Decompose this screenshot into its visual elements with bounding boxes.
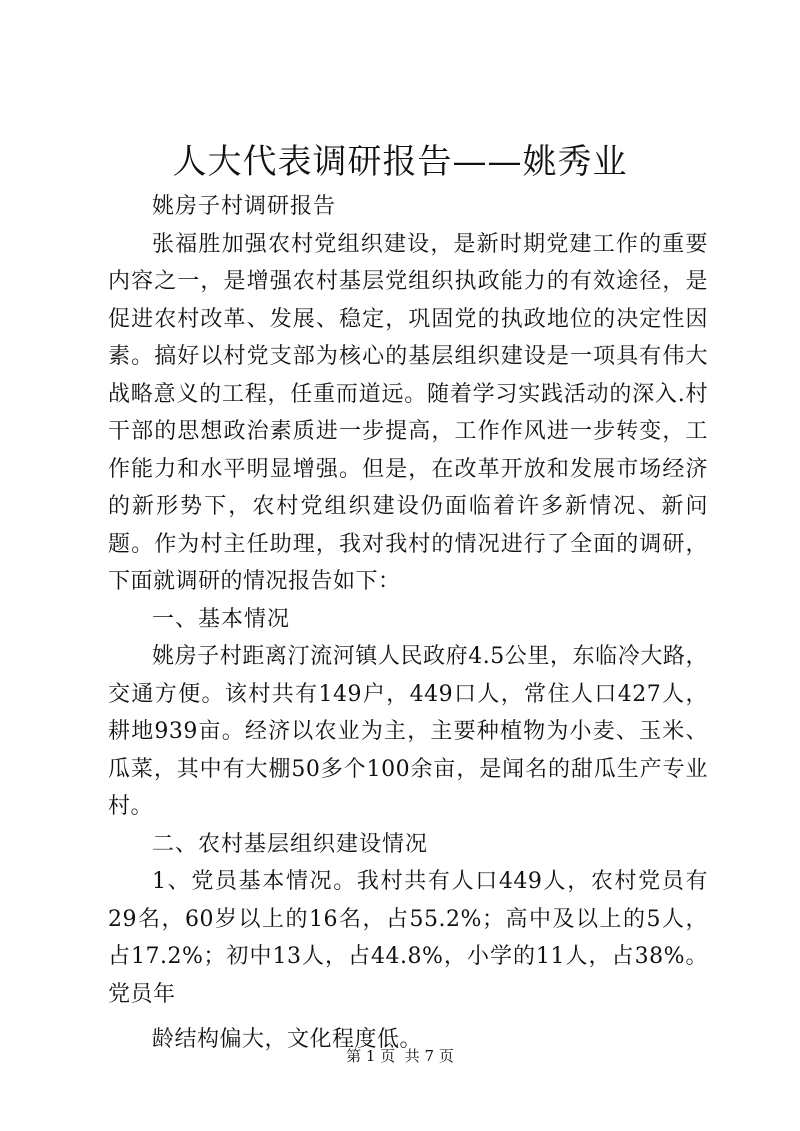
report-subtitle: 姚房子村调研报告 xyxy=(152,194,337,219)
intro-paragraph: 张福胜加强农村党组织建设，是新时期党建工作的重要内容之一，是增强农村基层党组织执政能力的有效途径，是促进农村改革、发展、稳定，巩固党的执政地位的决定性因素。搞好以村党支部为核心的基层组织建设是一项具有伟大战略意义的工程，任重而道远。随着学习实践活动的深入.村干部的思想政治素质进一步提高，工作作风进一步转变，工作能力和水平明显增强。但是，在改革开放和发展市场经济的新形势下，农村党组织建设仍面临着许多新情况、新问题。作为村主任助理，我对我村的情况进行了全面的调研，下面就调研的情况报告如下： xyxy=(108,231,708,594)
basic-situation-paragraph: 姚房子村距离汀流河镇人民政府4.5公里，东临冷大路，交通方便。该村共有149户，449口人，常住人口427人，耕地939亩。经济以农业为主，主要种植物为小麦、玉米、瓜菜，其中有大棚50多个100余亩，是闻名的甜瓜生产专业村。 xyxy=(108,644,708,819)
section-heading-organization: 二、农村基层组织建设情况 xyxy=(152,831,429,857)
party-members-continuation: 龄结构偏大，文化程度低。 xyxy=(152,1027,423,1052)
page-number: 第 1 页 共 7 页 xyxy=(346,1047,454,1065)
party-members-paragraph: 1、党员基本情况。我村共有人口449人，农村党员有29名，60岁以上的16名，占55.2%；高中及以上的5人，占17.2%；初中13人，占44.8%，小学的11人，占38%。党员年 xyxy=(108,869,708,1007)
document-title: 人大代表调研报告——姚秀业 xyxy=(172,142,628,182)
section-heading-basic-situation: 一、基本情况 xyxy=(152,606,291,632)
document-body xyxy=(108,188,708,1059)
